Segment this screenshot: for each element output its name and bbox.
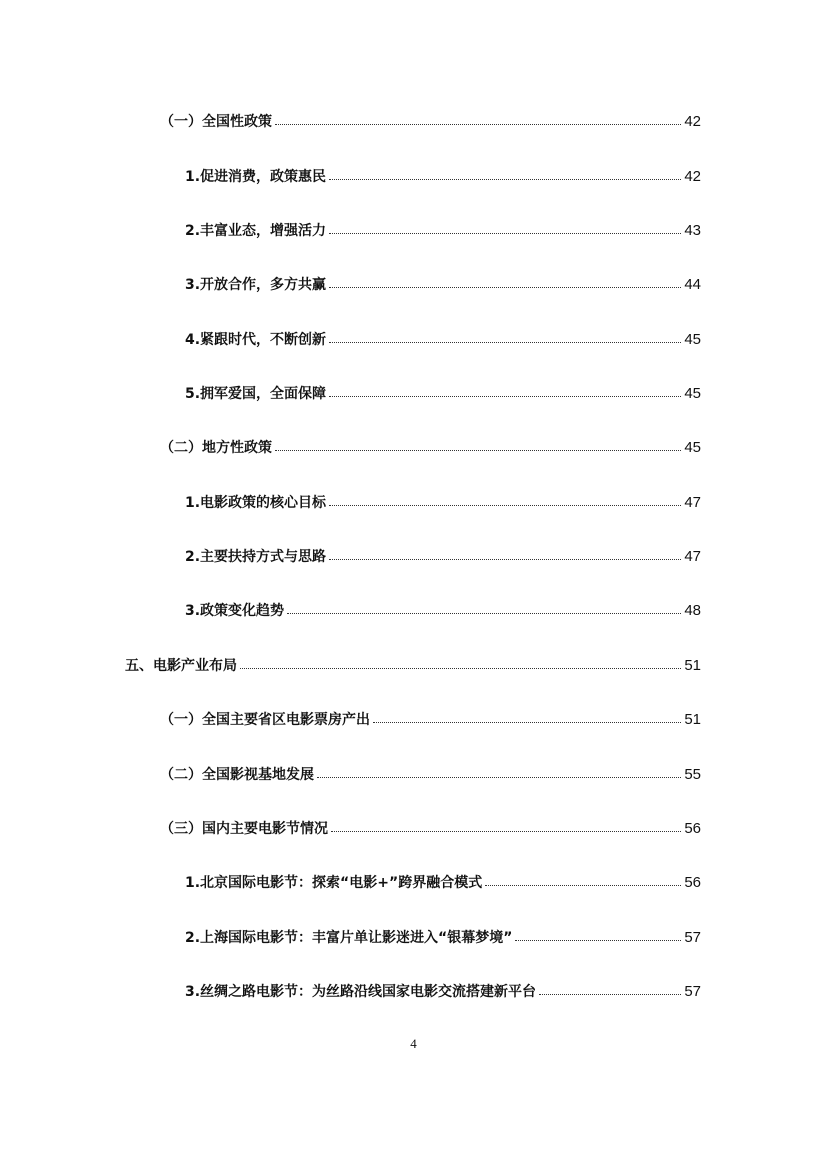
toc-leader-dots: [329, 233, 681, 234]
toc-leader-dots: [329, 287, 681, 288]
toc-entry-label: 2.主要扶持方式与思路: [185, 549, 327, 565]
toc-leader-dots: [331, 831, 681, 832]
page-number: 4: [410, 1036, 417, 1051]
toc-entry[interactable]: [185, 599, 701, 623]
toc-leader-dots: [329, 396, 681, 397]
toc-entry[interactable]: [160, 708, 701, 732]
toc-entry[interactable]: [160, 110, 701, 134]
toc-entry-page: 47: [684, 548, 701, 565]
toc-entry[interactable]: [185, 219, 701, 243]
toc-entry-page: 55: [684, 766, 701, 783]
toc-entry[interactable]: [185, 980, 701, 1004]
toc-entry-label: 2.上海国际电影节：丰富片单让影迷进入“银幕梦境”: [185, 930, 513, 946]
toc-entry[interactable]: [160, 436, 701, 460]
toc-entry-page: 44: [684, 276, 701, 293]
toc-entry-label: （二）全国影视基地发展: [160, 767, 314, 783]
toc-entry[interactable]: [160, 817, 701, 841]
toc-entry-page: 57: [684, 983, 701, 1000]
toc-entry[interactable]: [125, 654, 701, 678]
toc-entry[interactable]: [185, 491, 701, 515]
toc-leader-dots: [240, 668, 681, 669]
toc-entry-label: 3.政策变化趋势: [185, 603, 285, 619]
toc-entry-label: 1.北京国际电影节：探索“电影+”跨界融合模式: [185, 875, 483, 891]
toc-leader-dots: [275, 124, 681, 125]
toc-entry-page: 42: [684, 113, 701, 130]
toc-entry-page: 56: [684, 820, 701, 837]
toc-leader-dots: [275, 450, 681, 451]
toc-entry[interactable]: [185, 382, 701, 406]
toc-leader-dots: [317, 777, 681, 778]
toc-entry-page: 43: [684, 222, 701, 239]
toc-entry-page: 51: [684, 711, 701, 728]
toc-entry-page: 51: [684, 657, 701, 674]
toc-entry-label: 3.开放合作，多方共赢: [185, 277, 327, 293]
toc-entry-page: 57: [684, 929, 701, 946]
toc-leader-dots: [329, 342, 681, 343]
toc-entry-page: 47: [684, 494, 701, 511]
toc-entry-label: 1.电影政策的核心目标: [185, 495, 327, 511]
toc-leader-dots: [287, 613, 681, 614]
toc-entry[interactable]: [185, 165, 701, 189]
toc-entry[interactable]: [185, 328, 701, 352]
toc-entry[interactable]: [185, 926, 701, 950]
toc-entry[interactable]: [160, 763, 701, 787]
toc-leader-dots: [329, 559, 681, 560]
toc-entry-label: 3.丝绸之路电影节：为丝路沿线国家电影交流搭建新平台: [185, 984, 537, 1000]
toc-leader-dots: [515, 940, 681, 941]
toc-entry[interactable]: [185, 545, 701, 569]
toc-leader-dots: [539, 994, 681, 995]
toc-entry-label: 5.拥军爱国，全面保障: [185, 386, 327, 402]
toc-entry-label: 2.丰富业态，增强活力: [185, 223, 327, 239]
toc-entry-page: 42: [684, 168, 701, 185]
toc-leader-dots: [485, 885, 681, 886]
toc-entry-page: 48: [684, 602, 701, 619]
toc-entry[interactable]: [185, 273, 701, 297]
toc-entry-page: 45: [684, 385, 701, 402]
toc-entry-label: （一）全国主要省区电影票房产出: [160, 712, 370, 728]
toc-entry-label: （一）全国性政策: [160, 114, 272, 130]
toc-entry-page: 45: [684, 331, 701, 348]
toc-entry-label: （三）国内主要电影节情况: [160, 821, 328, 837]
toc-entry-label: 1.促进消费，政策惠民: [185, 169, 327, 185]
toc-entry-page: 56: [684, 874, 701, 891]
toc-entry-label: （二）地方性政策: [160, 440, 272, 456]
toc-entry[interactable]: [185, 871, 701, 895]
toc-leader-dots: [329, 505, 681, 506]
toc-entry-label: 4.紧跟时代，不断创新: [185, 332, 327, 348]
toc-entry-page: 45: [684, 439, 701, 456]
toc-leader-dots: [373, 722, 681, 723]
toc-leader-dots: [329, 179, 681, 180]
toc-entry-label: 五、电影产业布局: [125, 658, 237, 674]
